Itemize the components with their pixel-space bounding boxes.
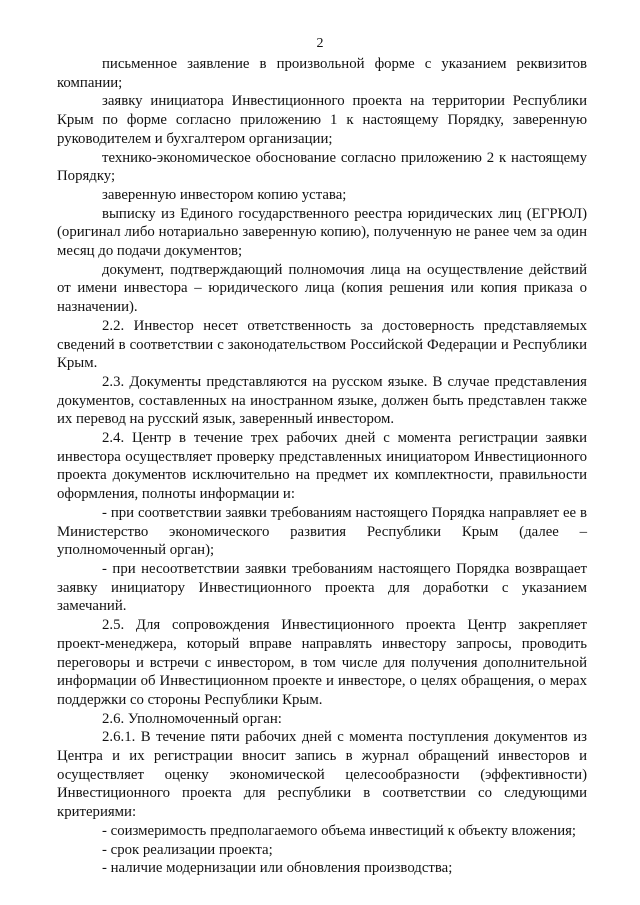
paragraph: 2.6. Уполномоченный орган: — [102, 710, 282, 727]
paragraph: 2.4. Центр в течение трех рабочих дней с момента регистрации заявки инвестора осуществляет проверку представленных инициатором Инвестиционного проекта документов исключительно на предмет их комплектности, правильности оформления, полноты информации и: — [57, 430, 587, 503]
paragraph: заявку инициатора Инвестиционного проекта на территории Республики Крым по форме согласно приложению 1 к настоящему Порядку, заверенную руководителем и бухгалтером организации; — [57, 93, 587, 147]
paragraph: - наличие модернизации или обновления производства; — [102, 860, 453, 877]
paragraph: - соизмеримость предполагаемого объема инвестиций к объекту вложения; — [102, 822, 577, 839]
paragraph: - при соответствии заявки требованиям настоящего Порядка направляет ее в Министерство экономического развития Республики Крым (далее – уполномоченный орган); — [57, 504, 587, 559]
paragraph: 2.5. Для сопровождения Инвестиционного проекта Центр закрепляет проект-менеджера, который вправе направлять инвестору запросы, проводить переговоры и встречи с инвестором, в том числе для получения дополнительной информации об Инвестиционном проекте и инвесторе, о целях обращения, о мерах поддержки со стороны Республики Крым. — [57, 617, 587, 708]
paragraph: письменное заявление в произвольной форме с указанием реквизитов компании; — [57, 56, 587, 91]
paragraph: технико-экономическое обоснование согласно приложению 2 к настоящему Порядку; — [57, 149, 587, 185]
paragraph: 2.3. Документы представляются на русском языке. В случае представления документов, составленных на иностранном языке, должен быть представлен также их перевод на русский язык, заверенный инвестором. — [57, 373, 587, 428]
paragraph: - при несоответствии заявки требованиям настоящего Порядка возвращает заявку инициатору Инвестиционного проекта для доработки с указанием замечаний. — [57, 560, 587, 615]
paragraph: 2.2. Инвестор несет ответственность за достоверность представляемых сведений в соответствии с законодательством Российской Федерации и Республики Крым. — [57, 317, 587, 372]
document-body — [57, 55, 587, 878]
paragraph: выписку из Единого государственного реестра юридических лиц (ЕГРЮЛ) (оригинал либо нотариально заверенную копию), полученную не ранее чем за один месяц до подачи документов; — [57, 205, 587, 260]
paragraph: заверенную инвестором копию устава; — [102, 186, 347, 203]
page-number: 2 — [316, 36, 324, 51]
paragraph: - срок реализации проекта; — [102, 841, 273, 858]
paragraph: документ, подтверждающий полномочия лица на осуществление действий от имени инвестора – юридического лица (копия решения или копия приказа о назначении). — [57, 261, 587, 316]
paragraph: 2.6.1. В течение пяти рабочих дней с момента поступления документов из Центра и их регистрации вносит запись в журнал обращений инвесторов и осуществляет оценку экономической целесообразности (эффективности) Инвестиционного проекта для республики в соответствии со следующими критериями: — [57, 729, 587, 821]
